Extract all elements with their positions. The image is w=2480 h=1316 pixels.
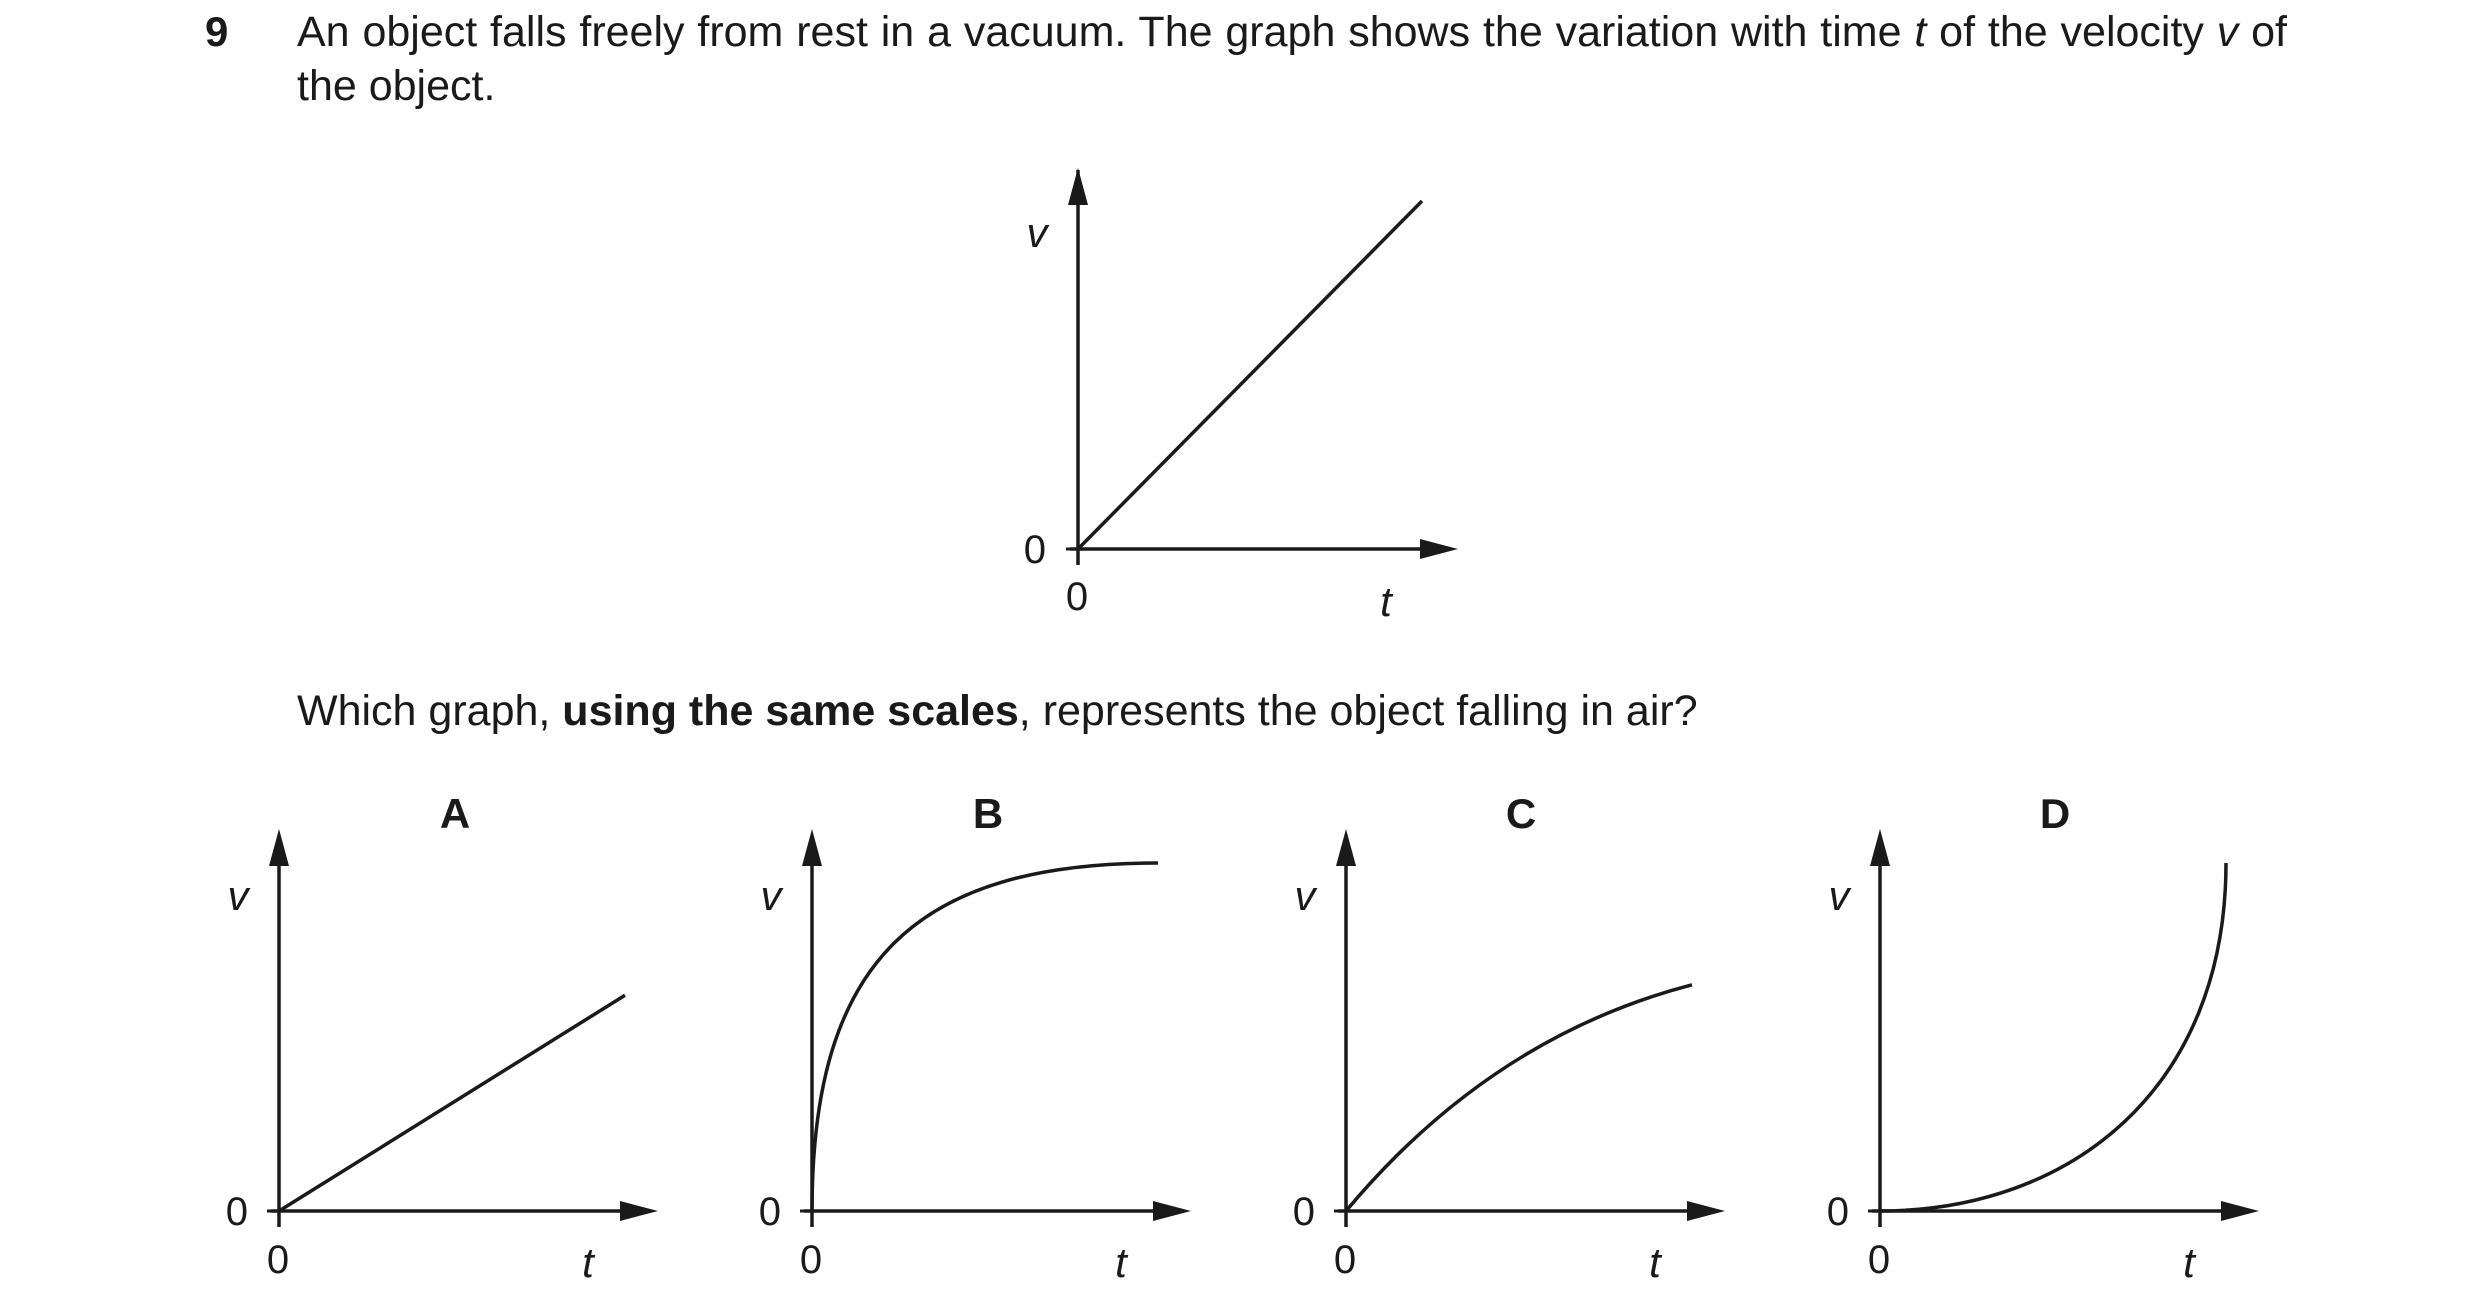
main-origin-x-label: 0: [1065, 575, 1089, 619]
d-origin-y-label: 0: [1826, 1190, 1849, 1234]
a-y-arrow-head: [269, 829, 289, 866]
main-graph: [1024, 168, 1458, 625]
stem-part3: of the object.: [297, 8, 2287, 110]
option-d-graph[interactable]: [1827, 790, 2259, 1286]
d-origin-x-label: 0: [1867, 1238, 1891, 1282]
c-y-label: v: [1294, 872, 1316, 919]
question-number: 9: [205, 8, 229, 55]
main-x-arrow-head: [1420, 539, 1458, 559]
a-x-arrow-head: [620, 1201, 658, 1221]
main-y-label: v: [1026, 209, 1048, 256]
option-c-graph[interactable]: [1293, 790, 1725, 1286]
stem-var-v: v: [2216, 8, 2239, 56]
option-c-label: C: [1505, 790, 1537, 837]
a-y-label: v: [227, 872, 249, 919]
prompt-bold: using the same scales: [562, 687, 1019, 735]
stem-var-t: t: [1914, 8, 1927, 56]
option-a-graph[interactable]: [226, 790, 658, 1286]
a-x-label: t: [582, 1239, 594, 1286]
a-origin-x-label: 0: [266, 1238, 290, 1282]
c-x-label: t: [1649, 1239, 1661, 1286]
c-y-arrow-head: [1336, 829, 1356, 866]
b-origin-y-label: 0: [758, 1190, 781, 1234]
prompt-part1: Which graph,: [297, 687, 563, 735]
d-x-label: t: [2183, 1239, 2195, 1286]
option-d-label: D: [2039, 790, 2071, 837]
option-b-graph[interactable]: [759, 790, 1191, 1286]
stem-part2: of the velocity: [1926, 8, 2217, 56]
c-origin-y-label: 0: [1292, 1190, 1315, 1234]
origin-ticks: [267, 549, 1880, 1211]
a-data-curve: [279, 995, 625, 1211]
b-x-label: t: [1115, 1239, 1127, 1286]
main-data-line: [1078, 201, 1422, 549]
d-y-arrow-head: [1870, 829, 1890, 866]
d-data-curve: [1880, 863, 2226, 1211]
b-data-curve: [812, 863, 1158, 1211]
c-x-arrow-head: [1687, 1201, 1725, 1221]
main-y-arrow-head: [1068, 168, 1088, 205]
c-data-curve: [1346, 985, 1692, 1211]
main-origin-y-label: 0: [1023, 528, 1046, 572]
main-x-label: t: [1380, 578, 1392, 625]
b-y-label: v: [760, 872, 782, 919]
c-origin-x-label: 0: [1333, 1238, 1357, 1282]
option-b-label: B: [972, 790, 1004, 837]
b-x-arrow-head: [1153, 1201, 1191, 1221]
option-a-label: A: [439, 790, 471, 837]
b-y-arrow-head: [802, 829, 822, 866]
b-origin-x-label: 0: [799, 1238, 823, 1282]
d-y-label: v: [1828, 872, 1850, 919]
d-x-arrow-head: [2221, 1201, 2259, 1221]
stem-part1: An object falls freely from rest in a vacuum. The graph shows the variation with time: [297, 8, 1915, 56]
a-origin-y-label: 0: [225, 1190, 248, 1234]
prompt-part2: , represents the object falling in air?: [1018, 687, 1698, 735]
